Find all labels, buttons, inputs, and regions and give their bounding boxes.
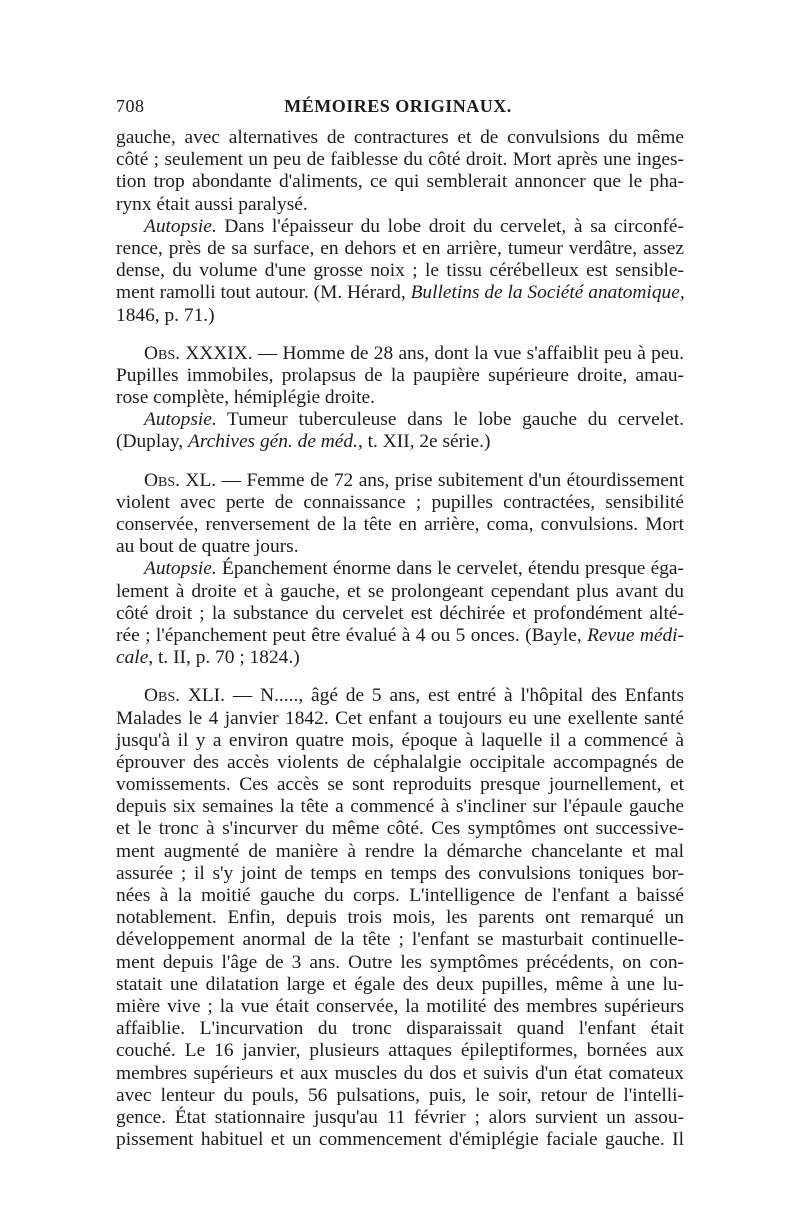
- text-line: développement anormal de la tête ; l'enfant se masturbait continuelle-: [116, 929, 684, 951]
- text-line: rence, près de sa surface, en dehors et en arrière, tumeur verdâtre, assez: [116, 237, 684, 259]
- citation-title: Bulletins de la Société anatomique,: [410, 282, 685, 304]
- text-line: conservée, renversement de la tête en arrière, coma, convulsions. Mort: [116, 514, 684, 535]
- text-line: Autopsie. Épanchement énorme dans le cervelet, étendu presque éga-: [144, 558, 684, 580]
- text-line: ment ramolli tout autour. (M. Hérard, Bulletins de la Société anatomique,: [116, 282, 685, 304]
- autopsie-label: Autopsie.: [144, 409, 217, 431]
- text-line: 1846, p. 71.): [116, 304, 215, 326]
- text-line: rée ; l'épanchement peut être évalué à 4 ou 5 onces. (Bayle, Revue médi-: [116, 624, 684, 646]
- text-line: nées à la moitié gauche du corps. L'intelligence de l'enfant a baissé: [116, 885, 684, 906]
- text-line: gence. État stationnaire jusqu'au 11 février ; alors survient un assou-: [116, 1106, 684, 1128]
- text-line: Obs. XL. — Femme de 72 ans, prise subitement d'un étourdissement: [144, 469, 684, 491]
- text-line: notablement. Enfin, depuis trois mois, les parents ont remarqué un: [116, 907, 684, 929]
- text-line: côté ; seulement un peu de faiblesse du côté droit. Mort après une inges-: [116, 149, 684, 171]
- page-number: 708: [116, 96, 145, 116]
- observation-40: [116, 470, 684, 670]
- text-line: au bout de quatre jours.: [116, 536, 299, 558]
- observation-39: [116, 343, 684, 454]
- text-line: mière vive ; la vue était conservée, la motilité des membres supérieurs: [116, 995, 684, 1017]
- text-line: lement à droite et à gauche, et se prolongeant cependant plus avant du: [116, 580, 684, 602]
- text-line: éprouver des accès violents de céphalalgie occipitale accompagnés de: [116, 751, 684, 773]
- text-line: pissement habituel et un commencement d'émiplégie faciale gauche. Il: [116, 1129, 684, 1151]
- text-line: Obs. XXXIX. — Homme de 28 ans, dont la vue s'affaiblit peu à peu.: [144, 342, 684, 364]
- text-line: gauche, avec alternatives de contractures et de convulsions du même: [116, 127, 684, 148]
- text-line: ment depuis l'âge de 3 ans. Outre les symptômes précédents, on con-: [116, 951, 684, 973]
- text-line: statait une dilatation large et égale des deux pupilles, même à une lu-: [116, 973, 684, 995]
- text-line: depuis six semaines la tête a commencé à s'incliner sur l'épaule gauche: [116, 796, 684, 818]
- text-line: couché. Le 16 janvier, plusieurs attaques épileptiformes, bornées aux: [116, 1040, 684, 1062]
- text-line: Malades le 4 janvier 1842. Cet enfant a toujours eu une exellente santé: [116, 707, 684, 729]
- citation-title: cale,: [116, 647, 154, 669]
- citation-title: Archives gén. de méd.,: [187, 431, 363, 453]
- page-header: [116, 96, 680, 120]
- text-line: affaiblie. L'incurvation du tronc disparaissait quand l'enfant était: [116, 1018, 684, 1040]
- observation-label: Obs. XL.: [144, 469, 217, 491]
- paragraph-continuation: [116, 127, 684, 216]
- text-line: rose complète, hémiplégie droite.: [116, 387, 375, 409]
- observation-label: Obs. XLI.: [144, 685, 225, 707]
- text-line: vomissements. Ces accès se sont reproduits presque journellement, et: [116, 774, 684, 796]
- text-line: Obs. XLI. — N....., âgé de 5 ans, est entré à l'hôpital des Enfants: [144, 685, 684, 707]
- text-line: côté droit ; la substance du cervelet est déchirée et profondément alté-: [116, 602, 684, 624]
- text-line: cale, t. II, p. 70 ; 1824.): [116, 647, 300, 669]
- autopsie-label: Autopsie.: [144, 558, 217, 580]
- text-line: membres supérieurs et aux muscles du dos et suivis d'un état comateux: [116, 1062, 684, 1084]
- running-title: MÉMOIRES ORIGINAUX.: [284, 96, 512, 116]
- text-line: violent avec perte de connaissance ; pupilles contractées, sensibilité: [116, 491, 684, 513]
- citation-title: Revue médi-: [587, 624, 684, 646]
- text-line: Autopsie. Tumeur tuberculeuse dans le lobe gauche du cervelet.: [144, 409, 684, 431]
- text-line: avec lenteur du pouls, 56 pulsations, puis, le soir, retour de l'intelli-: [116, 1084, 684, 1106]
- text-line: ment augmenté de manière à rendre la démarche chancelante et mal: [116, 840, 684, 862]
- text-line: Pupilles immobiles, prolapsus de la paupière supérieure droite, amau-: [116, 364, 684, 386]
- text-line: Autopsie. Dans l'épaisseur du lobe droit du cervelet, à sa circonfé-: [144, 215, 684, 237]
- text-line: dense, du volume d'une grosse noix ; le tissu cérébelleux est sensible-: [116, 260, 684, 282]
- text-line: tion trop abondante d'aliments, ce qui semblerait annoncer que le pha-: [116, 171, 684, 193]
- observation-label: Obs. XXXIX.: [144, 342, 253, 364]
- page-body: [116, 127, 684, 1151]
- text-line: jusqu'à il y a environ quatre mois, époque à laquelle il a commencé à: [116, 729, 684, 751]
- text-line: (Duplay, Archives gén. de méd., t. XII, 2e série.): [116, 431, 491, 453]
- autopsie-label: Autopsie.: [144, 215, 217, 237]
- paragraph-autopsie-1: [116, 216, 684, 327]
- text-line: et le tronc à s'incurver du même côté. Ces symptômes ont successive-: [116, 818, 684, 840]
- text-line: rynx était aussi paralysé.: [116, 193, 308, 215]
- observation-41: [116, 685, 684, 1151]
- text-line: assurée ; il s'y joint de temps en temps des convulsions toniques bor-: [116, 862, 684, 884]
